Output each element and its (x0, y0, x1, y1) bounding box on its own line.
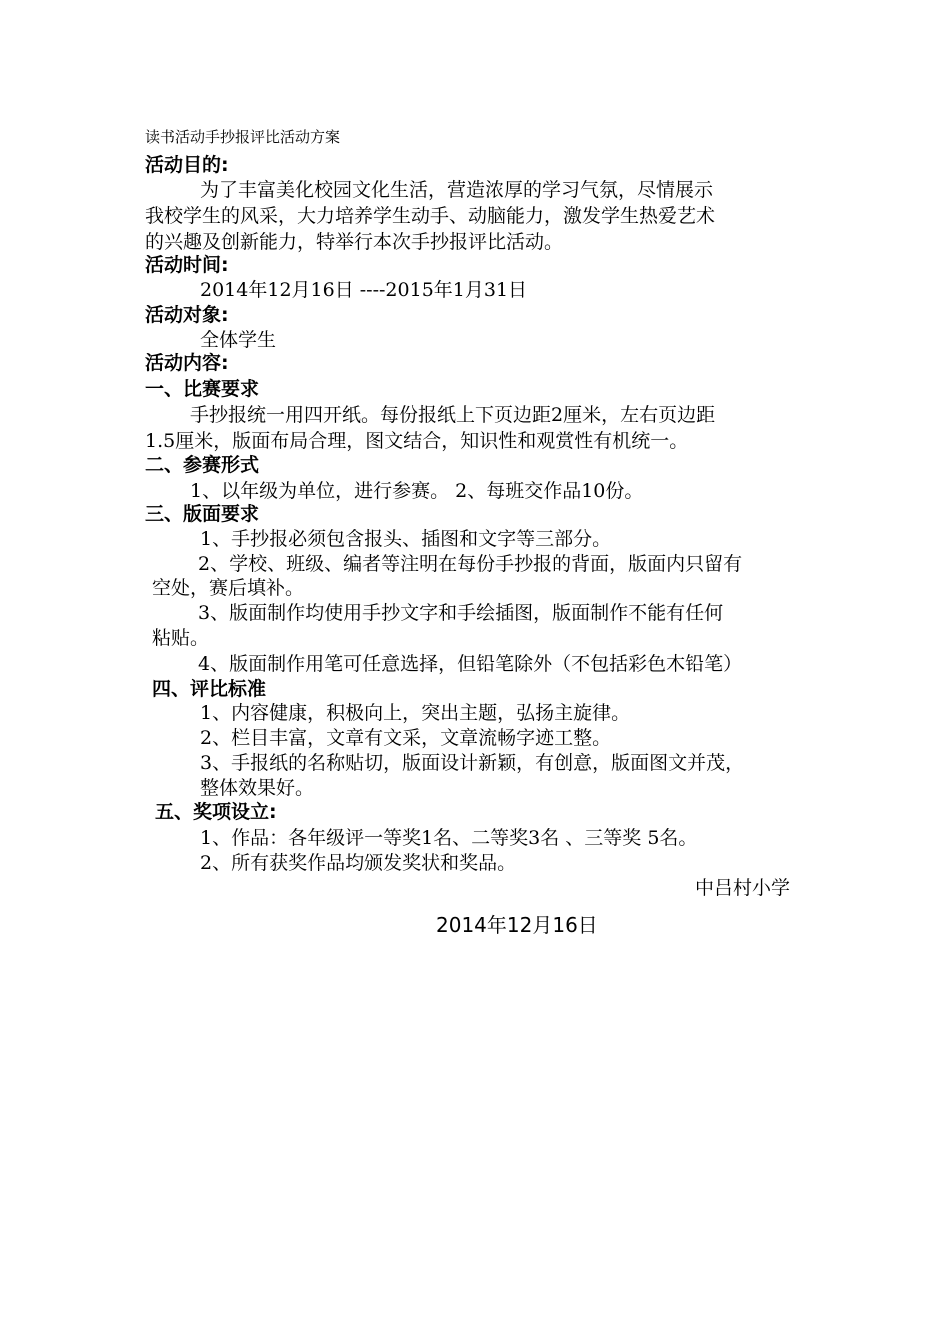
section3-heading: 三、版面要求 (145, 503, 260, 525)
section4-heading: 四、评比标准 (152, 678, 267, 700)
purpose-line-3: 的兴趣及创新能力，特举行本次手抄报评比活动。 (145, 231, 564, 253)
content-heading: 活动内容: (145, 352, 229, 374)
document-date: 2014年12月16日 (436, 913, 598, 937)
section3-line-1: 1、手抄报必须包含报头、插图和文字等三部分。 (200, 528, 612, 550)
section1-line-1: 手抄报统一用四开纸。每份报纸上下页边距2厘米，左右页边距 (190, 404, 716, 426)
target-heading: 活动对象: (145, 304, 229, 326)
section2-line: 1、以年级为单位，进行参赛。 2、每班交作品10份。 (190, 480, 644, 502)
school-name: 中吕村小学 (695, 877, 791, 899)
section4-line-2: 2、栏目丰富，文章有文采，文章流畅字迹工整。 (200, 727, 612, 749)
purpose-line-1: 为了丰富美化校园文化生活，营造浓厚的学习气氛，尽情展示 (200, 179, 714, 201)
section4-line-4: 整体效果好。 (200, 777, 315, 799)
section2-heading: 二、参赛形式 (145, 454, 260, 476)
time-value: 2014年12月16日 ----2015年1月31日 (200, 279, 528, 301)
section3-line-6: 4、版面制作用笔可任意选择，但铅笔除外（不包括彩色木铅笔） (198, 653, 743, 675)
section1-heading: 一、比赛要求 (145, 378, 260, 400)
purpose-heading: 活动目的: (145, 154, 229, 176)
section3-line-4: 3、版面制作均使用手抄文字和手绘插图，版面制作不能有任何 (198, 602, 724, 624)
section1-line-2: 1.5厘米，版面布局合理，图文结合，知识性和观赏性有机统一。 (145, 430, 689, 452)
document-title: 读书活动手抄报评比活动方案 (145, 128, 341, 146)
purpose-line-2: 我校学生的风采，大力培养学生动手、动脑能力，激发学生热爱艺术 (145, 205, 716, 227)
section3-line-3: 空处，赛后填补。 (152, 577, 305, 599)
section3-line-5: 粘贴。 (152, 627, 210, 649)
section5-line-1: 1、作品：各年级评一等奖1名、二等奖3名 、三等奖 5名。 (200, 827, 698, 849)
time-heading: 活动时间: (145, 254, 229, 276)
section5-line-2: 2、所有获奖作品均颁发奖状和奖品。 (200, 852, 517, 874)
section4-line-3: 3、手报纸的名称贴切，版面设计新颖，有创意，版面图文并茂， (200, 752, 745, 774)
section3-line-2: 2、学校、班级、编者等注明在每份手抄报的背面，版面内只留有 (198, 553, 743, 575)
section4-line-1: 1、内容健康，积极向上，突出主题，弘扬主旋律。 (200, 702, 631, 724)
section5-heading: 五、奖项设立: (155, 801, 277, 823)
target-value: 全体学生 (200, 329, 277, 351)
